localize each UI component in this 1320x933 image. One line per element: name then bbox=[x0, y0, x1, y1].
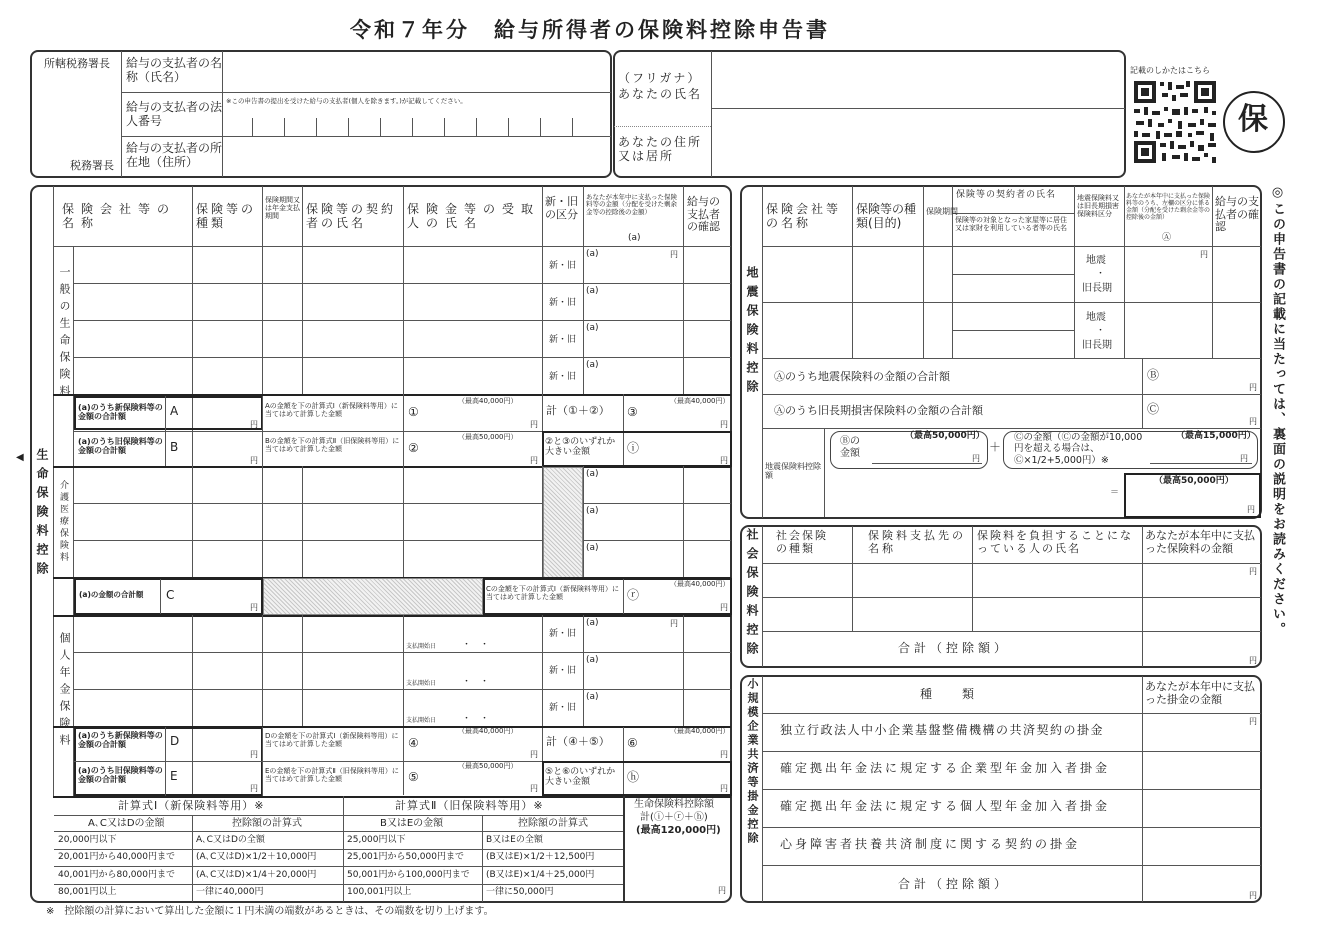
furigana-label: （フリガナ） bbox=[618, 71, 702, 85]
E-result: ⑤ bbox=[408, 770, 419, 784]
pension-newold-3[interactable]: 新・旧 bbox=[549, 703, 577, 713]
C-calc: Cの金額を下の計算式Ⅰ（新保険料等用）に当てはめて計算した金額 bbox=[486, 585, 619, 602]
result-6: ⑥ bbox=[627, 736, 638, 750]
D-result: ④ bbox=[408, 736, 419, 750]
eq-kind-1b[interactable]: 旧長期 bbox=[1082, 283, 1112, 294]
pension-a-2: (a) bbox=[586, 655, 599, 665]
qr-code-icon[interactable] bbox=[1132, 79, 1218, 165]
calc-row-2-c1: 20,001円から40,000円まで bbox=[58, 852, 175, 862]
social-col-burden: 保険料を負担することになっている人の氏名 bbox=[977, 529, 1133, 555]
calc-row-2-c2: (A､C又はD)×1/2＋10,000円 bbox=[196, 852, 317, 862]
eq-b-amount: Ⓑの金額 bbox=[840, 436, 860, 459]
life-col-contractor: 保険等の契約者の氏名 bbox=[306, 202, 397, 230]
care-newold-disabled bbox=[543, 467, 583, 578]
D-calc: Dの金額を下の計算式Ⅰ（新保険料等用）に当てはめて計算した金額 bbox=[265, 732, 399, 749]
B-label: (a)のうち旧保険料等の金額の合計額 bbox=[78, 437, 163, 456]
eq-plus: ＋ bbox=[989, 440, 1002, 454]
B-max: （最高50,000円） bbox=[458, 433, 518, 441]
page-title: 令和７年分 給与所得者の保険料控除申告書 bbox=[350, 18, 830, 42]
eq-col-target: 保険等の対象となった家屋等に居住又は家財を利用している者等の氏名 bbox=[955, 216, 1067, 233]
small-biz-section-label: 小規模企業共済等掛金控除 bbox=[746, 678, 759, 846]
C-hatch bbox=[263, 578, 483, 615]
eq-equals: ＝ bbox=[1110, 488, 1120, 498]
pension-newold-1[interactable]: 新・旧 bbox=[549, 629, 577, 639]
eq-mark-c: Ⓒ bbox=[1147, 402, 1160, 416]
care-label: 介護医療保険料 bbox=[58, 480, 68, 564]
D-mark: D bbox=[170, 734, 180, 748]
payer-name-input[interactable] bbox=[224, 52, 610, 92]
eq-sum-c-label: Ⓐのうち旧長期損害保険料の金額の合計額 bbox=[774, 404, 983, 417]
payer-address-input[interactable] bbox=[224, 138, 610, 176]
care-a-1: (a) bbox=[586, 469, 599, 479]
life-a-2: (a) bbox=[586, 286, 599, 296]
eq-col-contractor: 保険等の契約者の氏名 bbox=[956, 190, 1057, 200]
calc-row-4-c1: 80,001円以上 bbox=[58, 887, 117, 897]
life-a-3: (a) bbox=[586, 323, 599, 333]
pension-a-3: (a) bbox=[586, 692, 599, 702]
your-address-input[interactable] bbox=[713, 110, 1123, 176]
A-label: (a)のうち新保険料等の金額の合計額 bbox=[78, 403, 163, 422]
calc-h4: 控除額の計算式 bbox=[518, 818, 588, 829]
small-biz-col-type: 種類 bbox=[920, 687, 1005, 701]
social-col-amount: あなたが本年中に支払った保険料の金額 bbox=[1145, 529, 1255, 555]
calc2-title: 計算式Ⅱ（旧保険料等用）※ bbox=[395, 799, 544, 812]
eq-kind-2a[interactable]: 地震 bbox=[1086, 312, 1106, 323]
calc-row-4-c3: 100,001円以上 bbox=[347, 887, 412, 897]
eq-col-confirm: 給与の支払者の確認 bbox=[1215, 195, 1259, 234]
your-address-label: あなたの住所又は居所 bbox=[618, 135, 703, 163]
C-mark: C bbox=[166, 588, 175, 602]
care-a-2: (a) bbox=[586, 506, 599, 516]
sum-1-2: 計（①＋②） bbox=[546, 404, 610, 417]
your-name-input[interactable] bbox=[713, 52, 1123, 108]
eq-mark-b: Ⓑ bbox=[1147, 368, 1160, 382]
life-section-label: 生命保険料控除 bbox=[35, 448, 49, 581]
small-biz-row-1: 独立行政法人中小企業基盤整備機構の共済契約の掛金 bbox=[780, 723, 1105, 737]
B-calc: Bの金額を下の計算式Ⅱ（旧保険料等用）に当てはめて計算した金額 bbox=[265, 437, 400, 454]
general-life-label: 一般の生命保険料 bbox=[58, 266, 71, 402]
calc-h3: B又はEの金額 bbox=[380, 818, 444, 829]
tax-office-label: 所轄税務署長 bbox=[44, 57, 110, 70]
calc-h1: A､C又はDの金額 bbox=[88, 818, 165, 829]
life-newold-1[interactable]: 新・旧 bbox=[549, 261, 577, 271]
eq-c-max: （最高15,000円） bbox=[1176, 431, 1256, 441]
A-max: （最高40,000円） bbox=[458, 397, 518, 405]
payer-name-label: 給与の支払者の名称（氏名） bbox=[126, 56, 223, 84]
calc-row-3-c4: (B又はE)×1/4＋25,000円 bbox=[486, 870, 595, 880]
social-col-payee: 保険料支払先の名称 bbox=[868, 529, 966, 555]
life-newold-4[interactable]: 新・旧 bbox=[549, 372, 577, 382]
life-total-max: (最高120,000円) bbox=[636, 825, 721, 836]
eq-sum-b-label: Ⓐのうち地震保険料の金額の合計額 bbox=[774, 370, 950, 383]
tax-office-suffix: 税務署長 bbox=[70, 159, 114, 172]
eq-col-company: 保険会社等の名称 bbox=[766, 202, 842, 230]
small-biz-total: 合計（控除額） bbox=[898, 877, 1011, 891]
footnote: ※ 控除額の計算において算出した金額に１円未満の端数があるときは、その端数を切り上げます。 bbox=[46, 906, 494, 917]
E-label: (a)のうち旧保険料等の金額の合計額 bbox=[78, 766, 163, 785]
E-mark: E bbox=[170, 769, 178, 783]
calc-h2: 控除額の計算式 bbox=[232, 818, 302, 829]
C-result: ⓡ bbox=[627, 588, 640, 602]
sum-4-5: 計（④＋⑤） bbox=[546, 735, 610, 748]
your-name-label: あなたの氏名 bbox=[618, 87, 703, 101]
social-total: 合計（控除額） bbox=[898, 641, 1011, 655]
calc-row-4-c2: 一律に40,000円 bbox=[196, 887, 264, 897]
calc-row-2-c4: (B又はE)×1/2＋12,500円 bbox=[486, 852, 595, 862]
life-col-recipient: 保険金等の受取人の氏名 bbox=[407, 202, 541, 230]
C-max: （最高40,000円） bbox=[670, 580, 730, 588]
side-note: ◎この申告書の記載に当たっては、裏面の説明をお読みください。 bbox=[1270, 185, 1285, 637]
calc-row-4-c4: 一律に50,000円 bbox=[486, 887, 554, 897]
how-to-label: 記載のしかたはこちら bbox=[1130, 66, 1210, 75]
C-label: (a)の金額の合計額 bbox=[79, 590, 144, 599]
result-6-max: （最高40,000円） bbox=[670, 727, 730, 735]
life-total-title: 生命保険料控除額 bbox=[634, 799, 714, 810]
pension-label: 個人年金保険料 bbox=[58, 632, 71, 751]
eq-col-amount-mark: Ⓐ bbox=[1162, 233, 1172, 243]
life-newold-2[interactable]: 新・旧 bbox=[549, 298, 577, 308]
payer-number-note: ※この申告書の提出を受けた給与の支払者(個人を除きます。)が記載してください。 bbox=[226, 97, 467, 105]
eq-deduct-label: 地震保険料控除額 bbox=[765, 462, 821, 481]
eq-kind-1a[interactable]: 地震 bbox=[1086, 255, 1106, 266]
larger-2-3: ②と③のいずれか大きい金額 bbox=[545, 437, 616, 458]
result-3-max: （最高40,000円） bbox=[670, 397, 730, 405]
life-newold-3[interactable]: 新・旧 bbox=[549, 335, 577, 345]
life-col-period: 保険期間又は年金支払期間 bbox=[265, 196, 300, 221]
life-a-1: (a) bbox=[586, 249, 599, 259]
stamp-label: 保 bbox=[1238, 102, 1268, 137]
calc-row-3-c3: 50,001円から100,000円まで bbox=[347, 870, 470, 880]
result-i: ⓘ bbox=[627, 441, 640, 455]
life-col-newold: 新・旧の区分 bbox=[545, 195, 578, 221]
eq-kind-2b[interactable]: 旧長期 bbox=[1082, 340, 1112, 351]
life-col-company: 保険会社等の名称 bbox=[62, 202, 177, 230]
A-calc: Aの金額を下の計算式Ⅰ（新保険料等用）に当てはめて計算した金額 bbox=[265, 402, 398, 419]
small-biz-row-4: 心身障害者扶養共済制度に関する契約の掛金 bbox=[780, 837, 1081, 851]
B-mark: B bbox=[170, 440, 179, 454]
life-a-4: (a) bbox=[586, 360, 599, 370]
life-col-confirm: 給与の支払者の確認 bbox=[687, 195, 720, 234]
calc-row-1-c1: 20,000円以下 bbox=[58, 835, 117, 845]
payer-number-input[interactable] bbox=[224, 108, 610, 136]
eq-col-period: 保険期間 bbox=[926, 207, 958, 216]
life-arrow-icon: ◀ bbox=[16, 452, 24, 463]
eq-col-kind: 地震保険料又は旧長期損害保険料区分 bbox=[1077, 194, 1119, 219]
pay-start-2: 支払開始日 bbox=[406, 680, 437, 687]
D-max: （最高40,000円） bbox=[458, 727, 518, 735]
eq-total-max: （最高50,000円） bbox=[1154, 476, 1234, 486]
result-ha: ⓗ bbox=[627, 770, 640, 784]
calc-row-3-c2: (A､C又はD)×1/4＋20,000円 bbox=[196, 870, 317, 880]
eq-c-amount: Ⓒの金額（Ⓒの金額が10,000円を超える場合は、Ⓒ×1/2+5,000円）※ bbox=[1014, 432, 1143, 466]
payer-number-label: 給与の支払者の法人番号 bbox=[126, 100, 223, 128]
social-col-type: 社会保険の種類 bbox=[776, 529, 828, 555]
pension-a-1: (a) bbox=[586, 618, 599, 628]
small-biz-row-3: 確定拠出年金法に規定する個人型年金加入者掛金 bbox=[780, 799, 1111, 813]
calc-row-2-c3: 25,001円から50,000円まで bbox=[347, 852, 464, 862]
care-a-3: (a) bbox=[586, 543, 599, 553]
life-col-amount-mark: (a) bbox=[628, 233, 641, 243]
D-label: (a)のうち新保険料等の金額の合計額 bbox=[78, 731, 163, 750]
life-yen-1: 円 bbox=[670, 250, 678, 259]
pay-start-3: 支払開始日 bbox=[406, 717, 437, 724]
larger-5-6: ⑤と⑥のいずれか大きい金額 bbox=[545, 767, 616, 788]
calc-row-3-c1: 40,001円から80,000円まで bbox=[58, 870, 175, 880]
calc-row-1-c2: A､C又はDの全額 bbox=[196, 835, 265, 845]
life-total-formula: 計(ⓘ＋ⓡ＋ⓗ) bbox=[640, 812, 708, 823]
eq-b-max: （最高50,000円） bbox=[905, 431, 985, 441]
small-biz-col-amount: あなたが本年中に支払った掛金の金額 bbox=[1145, 680, 1255, 706]
social-section-label: 社会保険料控除 bbox=[745, 528, 759, 661]
E-max: （最高50,000円） bbox=[458, 762, 518, 770]
eq-col-amount: あなたが本年中に支払った保険料等のうち、左欄の区分に係る金額（分配を受けた剰余金等の控除後の金額） bbox=[1126, 193, 1211, 221]
result-3: ③ bbox=[627, 405, 638, 419]
pay-start-1: 支払開始日 bbox=[406, 643, 437, 650]
A-mark: A bbox=[170, 404, 179, 418]
calc1-title: 計算式Ⅰ（新保険料等用）※ bbox=[118, 799, 265, 812]
E-calc: Eの金額を下の計算式Ⅱ（旧保険料等用）に当てはめて計算した金額 bbox=[265, 767, 399, 784]
A-result: ① bbox=[408, 405, 419, 419]
pension-newold-2[interactable]: 新・旧 bbox=[549, 666, 577, 676]
small-biz-row-2: 確定拠出年金法に規定する企業型年金加入者掛金 bbox=[780, 761, 1111, 775]
calc-row-1-c3: 25,000円以下 bbox=[347, 835, 406, 845]
life-col-amount: あなたが本年中に支払った保険料等の金額（分配を受けた剰余金等の控除後の金額） bbox=[586, 193, 677, 216]
B-result: ② bbox=[408, 441, 419, 455]
calc-row-1-c4: B又はEの全額 bbox=[486, 835, 543, 845]
eq-col-type: 保険等の種類(目的) bbox=[856, 202, 917, 230]
life-col-type: 保険等の種類 bbox=[196, 202, 257, 230]
payer-address-label: 給与の支払者の所在地（住所） bbox=[126, 141, 223, 169]
earthquake-section-label: 地震保険料控除 bbox=[745, 266, 759, 399]
